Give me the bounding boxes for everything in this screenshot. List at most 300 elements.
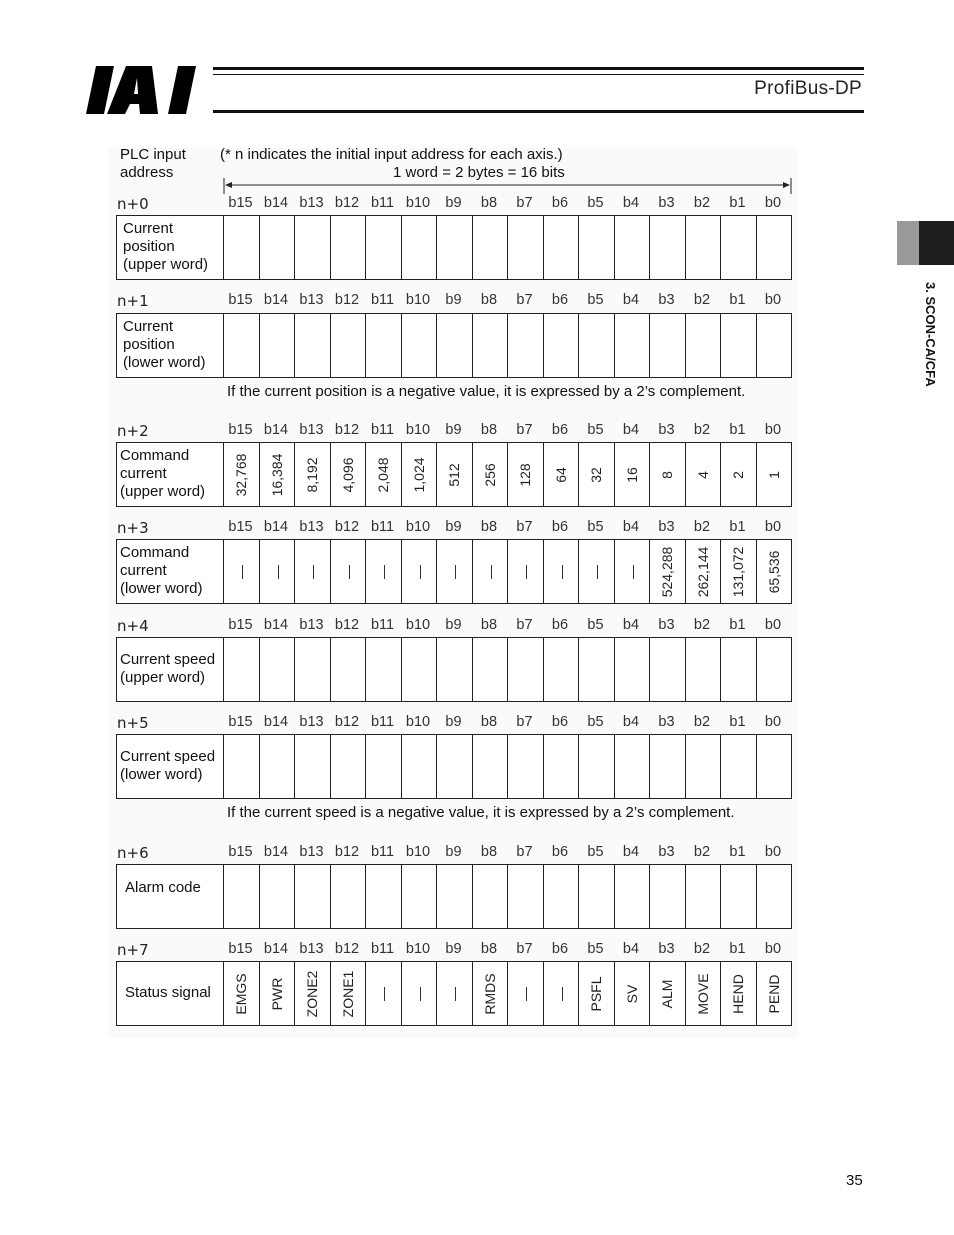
bit-cell — [366, 443, 402, 506]
bit-value: 16,384 — [268, 453, 285, 496]
register-label-line: current — [120, 465, 167, 482]
bit-cell — [260, 443, 296, 506]
bit-value: — — [481, 564, 498, 579]
bit-value: — — [233, 564, 250, 579]
bit-cell — [650, 735, 686, 798]
bit-cell — [615, 314, 651, 377]
bit-value: PWR — [268, 977, 285, 1010]
bit-header: b13 — [299, 714, 324, 730]
bit-header: b1 — [729, 195, 746, 211]
bit-cell — [544, 216, 580, 279]
bit-cell — [544, 314, 580, 377]
address-label: n+0 — [117, 195, 149, 213]
bit-cell — [721, 443, 757, 506]
bit-header: b6 — [551, 617, 569, 633]
bit-header: b11 — [370, 941, 395, 957]
bit-value: 1,024 — [410, 456, 427, 493]
bit-value: 4 — [694, 470, 711, 479]
bit-value: 8,192 — [304, 456, 321, 493]
bit-header: b4 — [622, 292, 640, 308]
bit-cell — [295, 638, 331, 701]
register-label-line: Current — [123, 220, 174, 237]
bit-header: b13 — [299, 844, 324, 860]
bit-cell — [650, 962, 686, 1025]
bit-header: b0 — [764, 941, 782, 957]
page-number: 35 — [846, 1172, 863, 1189]
register-label-line: (upper word) — [120, 669, 206, 686]
bit-cell — [473, 540, 509, 603]
bit-cell — [686, 962, 722, 1025]
register-row — [116, 539, 792, 604]
bit-value: PEND — [766, 974, 783, 1013]
bit-cell — [366, 540, 402, 603]
bit-cell — [224, 962, 260, 1025]
bit-cell — [366, 314, 402, 377]
bit-header: b13 — [299, 617, 324, 633]
bit-header: b10 — [405, 941, 431, 957]
bit-cell — [331, 735, 367, 798]
bit-cell — [721, 314, 757, 377]
register-label — [117, 735, 224, 798]
bit-header: b12 — [334, 519, 360, 535]
register-row — [116, 864, 792, 929]
bit-cell — [615, 735, 651, 798]
bit-cell — [757, 865, 793, 928]
bit-header: b5 — [587, 844, 604, 860]
bit-header: b12 — [334, 195, 360, 211]
bit-header: b5 — [587, 941, 604, 957]
bit-value: — — [375, 986, 392, 1001]
bit-cell — [295, 314, 331, 377]
bit-cell — [721, 962, 757, 1025]
bit-cell — [544, 865, 580, 928]
bit-cell — [686, 638, 722, 701]
bit-cell — [650, 865, 686, 928]
bit-header: b13 — [299, 292, 324, 308]
bit-header: b0 — [764, 714, 782, 730]
register-label — [117, 540, 224, 603]
bit-header: b8 — [480, 941, 498, 957]
bit-cell — [473, 314, 509, 377]
bit-header: b4 — [622, 714, 640, 730]
bit-cell — [295, 962, 331, 1025]
bit-cell — [331, 540, 367, 603]
bit-header: b9 — [445, 714, 462, 730]
bit-cell — [437, 216, 473, 279]
bit-header: b5 — [587, 714, 604, 730]
bit-value: — — [268, 564, 285, 579]
bit-cell — [402, 314, 438, 377]
bit-header: b12 — [334, 714, 360, 730]
bit-header: b8 — [480, 617, 498, 633]
bit-cell — [579, 443, 615, 506]
chapter-tab-label: 3. SCON-CA/CFA — [923, 282, 938, 387]
register-label — [117, 962, 224, 1025]
bit-header: b4 — [622, 941, 640, 957]
bit-header: b15 — [228, 195, 253, 211]
bit-cell — [366, 216, 402, 279]
bit-cell — [508, 216, 544, 279]
register-label-line: (lower word) — [120, 580, 203, 597]
bit-value: — — [552, 986, 569, 1001]
bit-cell — [757, 314, 793, 377]
register-row — [116, 961, 792, 1026]
bit-cell — [437, 540, 473, 603]
bit-cell — [331, 314, 367, 377]
bit-cell — [757, 962, 793, 1025]
bit-header: b10 — [405, 195, 431, 211]
bit-value: — — [517, 564, 534, 579]
bit-header: b1 — [729, 941, 746, 957]
bit-value: 32 — [588, 466, 605, 483]
bit-header: b2 — [693, 422, 711, 438]
bit-value: ZONE1 — [339, 970, 356, 1017]
bit-value: 2,048 — [375, 456, 392, 493]
bit-cell — [615, 216, 651, 279]
bit-cell — [331, 638, 367, 701]
bit-header: b13 — [299, 519, 324, 535]
bit-cell — [366, 638, 402, 701]
bit-header: b11 — [370, 617, 395, 633]
register-label-line: position — [123, 238, 175, 255]
bit-header: b14 — [263, 617, 289, 633]
bit-cell — [544, 735, 580, 798]
bit-value: — — [446, 564, 463, 579]
bit-header: b3 — [658, 422, 675, 438]
bit-header: b0 — [764, 292, 782, 308]
bit-value: 131,072 — [730, 546, 747, 597]
bit-cell — [295, 735, 331, 798]
axis-note: (* n indicates the initial input address for each axis.) — [220, 146, 563, 163]
bit-header: b9 — [445, 941, 462, 957]
bit-cell — [686, 314, 722, 377]
bit-cell — [686, 735, 722, 798]
bit-cell — [473, 735, 509, 798]
bit-header: b1 — [729, 617, 746, 633]
bit-cell — [508, 314, 544, 377]
bit-value: 64 — [552, 466, 569, 483]
bit-header: b3 — [658, 292, 675, 308]
bit-header: b2 — [693, 195, 711, 211]
bit-header: b4 — [622, 195, 640, 211]
bit-value: HEND — [730, 973, 747, 1014]
bit-cell — [615, 865, 651, 928]
bit-header: b15 — [228, 422, 253, 438]
bit-header: b4 — [622, 844, 640, 860]
register-label-line: Current — [123, 318, 174, 335]
bit-header: b5 — [587, 617, 604, 633]
bit-cell — [579, 314, 615, 377]
bit-cell — [437, 314, 473, 377]
bit-cell — [260, 638, 296, 701]
address-label: n+1 — [117, 292, 149, 310]
bit-cell — [650, 314, 686, 377]
address-label: n+4 — [117, 617, 149, 635]
bit-value: — — [410, 564, 427, 579]
bit-header: b3 — [658, 519, 675, 535]
bit-header: b11 — [370, 195, 395, 211]
register-row — [116, 215, 792, 280]
bit-header: b4 — [622, 617, 640, 633]
bit-cell — [721, 865, 757, 928]
bit-cell — [757, 443, 793, 506]
bit-header: b7 — [516, 844, 533, 860]
bit-header: b9 — [445, 617, 462, 633]
bit-cell — [721, 638, 757, 701]
bit-header: b1 — [729, 519, 746, 535]
bit-cell — [686, 443, 722, 506]
bit-header: b9 — [445, 422, 462, 438]
bit-header: b0 — [764, 844, 782, 860]
bit-cell — [721, 540, 757, 603]
bit-cell — [544, 443, 580, 506]
bit-header: b15 — [228, 844, 253, 860]
bit-header: b8 — [480, 519, 498, 535]
bit-header: b11 — [370, 422, 395, 438]
bit-cell — [331, 962, 367, 1025]
bit-header: b11 — [370, 844, 395, 860]
bit-value: — — [304, 564, 321, 579]
bit-header: b2 — [693, 519, 711, 535]
bit-cell — [721, 216, 757, 279]
plc-input-label: PLC input address — [120, 146, 186, 181]
bit-cell — [366, 735, 402, 798]
bit-value: 1 — [766, 470, 783, 479]
bit-header: b2 — [693, 844, 711, 860]
bit-value: 524,288 — [659, 546, 676, 597]
register-label — [117, 314, 224, 377]
bit-header: b1 — [729, 844, 746, 860]
bit-header: b4 — [622, 422, 640, 438]
bit-cell — [295, 216, 331, 279]
bit-value: 128 — [517, 462, 534, 487]
bit-header: b3 — [658, 844, 675, 860]
bit-value: — — [623, 564, 640, 579]
bit-header: b15 — [228, 941, 253, 957]
bit-cell — [295, 865, 331, 928]
bit-cell — [402, 540, 438, 603]
bit-value: 262,144 — [694, 546, 711, 597]
bit-cell — [508, 540, 544, 603]
bit-header: b7 — [516, 292, 533, 308]
bit-cell — [473, 443, 509, 506]
address-label: n+5 — [117, 714, 149, 732]
bit-cell — [579, 540, 615, 603]
bit-cell — [331, 216, 367, 279]
bit-cell — [224, 314, 260, 377]
bit-header: b6 — [551, 519, 569, 535]
bit-header: b8 — [480, 714, 498, 730]
bit-cell — [615, 962, 651, 1025]
bit-value: RMDS — [481, 972, 498, 1015]
bit-value: — — [446, 986, 463, 1001]
bit-cell — [260, 216, 296, 279]
bit-header: b14 — [263, 292, 289, 308]
bit-cell — [757, 216, 793, 279]
bit-value: ZONE2 — [304, 970, 321, 1017]
bit-cell — [437, 638, 473, 701]
bit-header: b3 — [658, 941, 675, 957]
bit-header: b6 — [551, 714, 569, 730]
iai-logo — [86, 66, 204, 114]
register-label-line: Current speed — [120, 651, 216, 668]
bit-cell — [508, 962, 544, 1025]
bit-header: b6 — [551, 941, 569, 957]
register-label-line: Command — [120, 544, 190, 561]
word-span-arrow — [222, 176, 794, 196]
bit-header: b7 — [516, 519, 533, 535]
bit-cell — [579, 735, 615, 798]
bit-value: SV — [623, 984, 640, 1003]
word-size-label: 1 word = 2 bytes = 16 bits — [393, 164, 565, 181]
bit-header: b10 — [405, 519, 431, 535]
bit-header: b12 — [334, 844, 360, 860]
bit-header: b7 — [516, 941, 533, 957]
bit-cell — [544, 962, 580, 1025]
bit-value: — — [552, 564, 569, 579]
bit-header: b14 — [263, 844, 289, 860]
bit-header: b11 — [370, 519, 395, 535]
header-rule-bottom — [213, 110, 864, 113]
bit-header: b3 — [658, 714, 675, 730]
register-label-line: Command — [120, 447, 190, 464]
bit-header: b0 — [764, 195, 782, 211]
bit-cell — [686, 540, 722, 603]
bit-header: b12 — [334, 941, 360, 957]
bit-cell — [615, 540, 651, 603]
bit-header: b13 — [299, 195, 324, 211]
bit-header: b5 — [587, 292, 604, 308]
bit-header: b15 — [228, 519, 253, 535]
bit-cell — [615, 638, 651, 701]
bit-cell — [295, 443, 331, 506]
bit-value: ALM — [659, 979, 676, 1008]
register-label — [117, 865, 224, 928]
register-row — [116, 637, 792, 702]
bit-cell — [260, 865, 296, 928]
bit-cell — [224, 865, 260, 928]
bit-cell — [402, 865, 438, 928]
bit-cell — [508, 865, 544, 928]
bit-value: — — [410, 986, 427, 1001]
bit-header: b7 — [516, 195, 533, 211]
bit-header: b9 — [445, 519, 462, 535]
bit-header: b6 — [551, 292, 569, 308]
bit-value: 256 — [481, 462, 498, 487]
register-label-line: (lower word) — [123, 354, 206, 371]
bit-cell — [260, 735, 296, 798]
bit-cell — [686, 865, 722, 928]
bit-value: 8 — [659, 470, 676, 479]
bit-header: b10 — [405, 617, 431, 633]
bit-cell — [366, 962, 402, 1025]
bit-header: b10 — [405, 844, 431, 860]
bit-cell — [721, 735, 757, 798]
bit-header: b12 — [334, 422, 360, 438]
bit-header: b7 — [516, 714, 533, 730]
bit-header: b6 — [551, 195, 569, 211]
register-label-line: position — [123, 336, 175, 353]
bit-value: 65,536 — [766, 550, 783, 593]
bit-header: b5 — [587, 519, 604, 535]
bit-header: b4 — [622, 519, 640, 535]
bit-cell — [473, 216, 509, 279]
bit-cell — [686, 216, 722, 279]
bit-header: b12 — [334, 292, 360, 308]
bit-cell — [579, 638, 615, 701]
bit-value: PSFL — [588, 975, 605, 1012]
bit-header: b2 — [693, 292, 711, 308]
address-label: n+6 — [117, 844, 149, 862]
twos-complement-note: If the current position is a negative value, it is expressed by a 2’s complement. — [227, 383, 746, 400]
twos-complement-note: If the current speed is a negative value, it is expressed by a 2’s complement. — [227, 804, 735, 821]
bit-cell — [579, 216, 615, 279]
bit-header: b1 — [729, 292, 746, 308]
bit-cell — [437, 865, 473, 928]
bit-cell — [224, 638, 260, 701]
register-label-line: (lower word) — [120, 766, 203, 783]
doc-title: ProfiBus-DP — [754, 78, 862, 99]
bit-header: b2 — [693, 941, 711, 957]
bit-header: b10 — [405, 292, 431, 308]
bit-header: b9 — [445, 292, 462, 308]
bit-cell — [295, 540, 331, 603]
bit-cell — [508, 638, 544, 701]
bit-header: b7 — [516, 617, 533, 633]
register-label-line: Alarm code — [125, 879, 201, 896]
bit-cell — [508, 735, 544, 798]
bit-header: b9 — [445, 844, 462, 860]
bit-header: b15 — [228, 714, 253, 730]
bit-value: — — [375, 564, 392, 579]
bit-header: b7 — [516, 422, 533, 438]
address-label: n+3 — [117, 519, 149, 537]
bit-cell — [757, 638, 793, 701]
bit-header: b11 — [370, 292, 395, 308]
register-label-line: Status signal — [125, 984, 211, 1001]
bit-header: b15 — [228, 617, 253, 633]
header-rule-top — [213, 67, 864, 70]
bit-cell — [402, 443, 438, 506]
bit-value: — — [517, 986, 534, 1001]
register-label — [117, 638, 224, 701]
bit-header: b6 — [551, 844, 569, 860]
address-label: n+2 — [117, 422, 149, 440]
bit-header: b5 — [587, 422, 604, 438]
bit-header: b13 — [299, 422, 324, 438]
bit-cell — [331, 865, 367, 928]
bit-header: b14 — [263, 714, 289, 730]
side-tab-gray — [897, 221, 919, 265]
bit-header: b14 — [263, 195, 289, 211]
bit-header: b3 — [658, 617, 675, 633]
header-rule-thin — [213, 74, 864, 75]
register-row — [116, 442, 792, 507]
bit-cell — [615, 443, 651, 506]
bit-header: b0 — [764, 617, 782, 633]
bit-cell — [473, 638, 509, 701]
bit-header: b10 — [405, 422, 431, 438]
bit-header: b8 — [480, 844, 498, 860]
side-tab-black — [919, 221, 954, 265]
bit-header: b11 — [370, 714, 395, 730]
bit-header: b9 — [445, 195, 462, 211]
register-label-line: current — [120, 562, 167, 579]
bit-cell — [402, 735, 438, 798]
bit-header: b14 — [263, 941, 289, 957]
register-label — [117, 216, 224, 279]
bit-header: b14 — [263, 422, 289, 438]
